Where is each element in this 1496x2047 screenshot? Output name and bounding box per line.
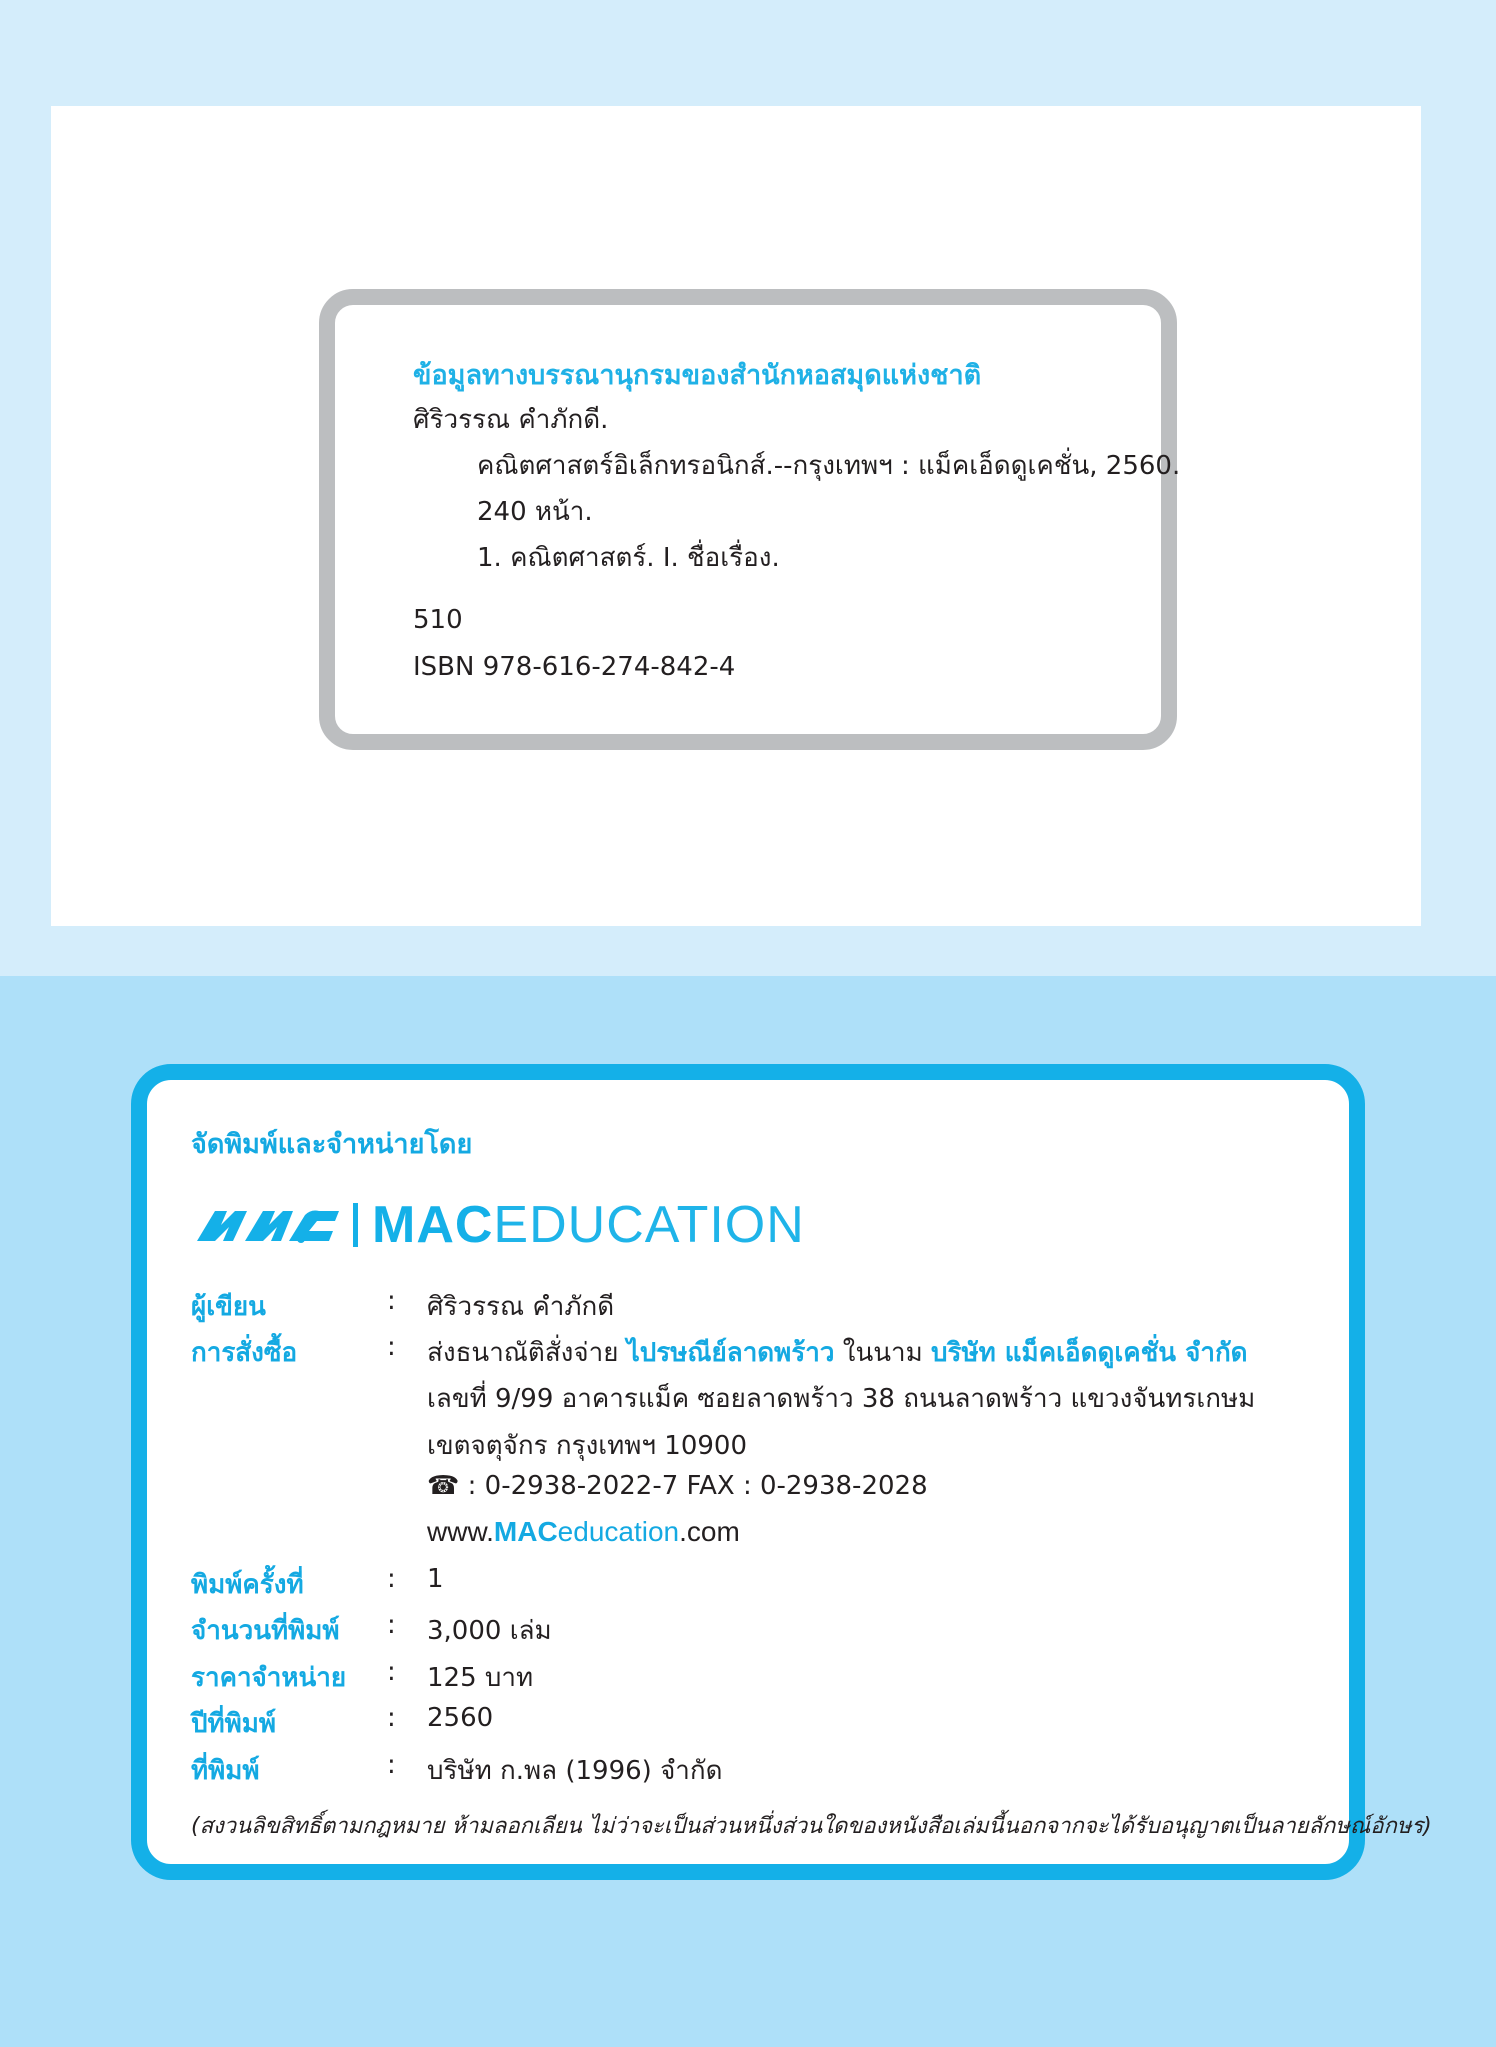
printer-colon: : — [387, 1750, 396, 1780]
order-company: บริษัท แม็คเอ็ดดูเคชั่น จำกัด — [931, 1338, 1248, 1368]
cip-pages: 240 หน้า. — [477, 497, 593, 527]
edition-value: 1 — [427, 1564, 444, 1594]
edition-colon: : — [387, 1564, 396, 1594]
year-value: 2560 — [427, 1703, 494, 1733]
mac-logo-icon — [193, 1201, 343, 1249]
author-value: ศิริวรรณ คำภักดี — [427, 1292, 615, 1322]
order-value — [427, 1332, 1248, 1373]
cip-book-line: คณิตศาสตร์อิเล็กทรอนิกส์.--กรุงเทพฯ : แม็คเอ็ดดูเคชั่น, 2560. — [477, 451, 1181, 481]
logo-divider — [353, 1203, 358, 1247]
price-colon: : — [387, 1657, 396, 1687]
order-post-office: ไปรษณีย์ลาดพร้าว — [626, 1338, 835, 1368]
order-mid: ในนาม — [842, 1338, 923, 1368]
copies-label: จำนวนที่พิมพ์ — [191, 1616, 340, 1646]
order-label: การสั่งซื้อ — [191, 1338, 298, 1368]
printer-value: บริษัท ก.พล (1996) จำกัด — [427, 1756, 723, 1786]
telephone-icon: ☎ — [427, 1471, 460, 1501]
price-label: ราคาจำหน่าย — [191, 1663, 347, 1693]
author-label: ผู้เขียน — [191, 1292, 266, 1322]
cip-title: ข้อมูลทางบรรณานุกรมของสำนักหอสมุดแห่งชาติ — [413, 360, 982, 391]
address-line-1: เลขที่ 9/99 อาคารแม็ค ซอยลาดพร้าว 38 ถนนลาดพร้าว แขวงจันทรเกษม — [427, 1384, 1256, 1414]
logo-wordmark — [372, 1196, 805, 1254]
year-label: ปีที่พิมพ์ — [191, 1709, 277, 1739]
web-education: education — [557, 1516, 680, 1547]
copies-value: 3,000 เล่ม — [427, 1616, 552, 1646]
cip-subject: 1. คณิตศาสตร์. I. ชื่อเรื่อง. — [477, 543, 780, 573]
publisher-box — [131, 1064, 1432, 1880]
web-prefix: www. — [427, 1516, 494, 1547]
logo-text-mac: MAC — [372, 1196, 494, 1254]
author-colon: : — [387, 1286, 396, 1316]
price-value: 125 บาท — [427, 1663, 534, 1693]
edition-label: พิมพ์ครั้งที่ — [191, 1570, 304, 1600]
address-line-2: เขตจตุจักร กรุงเทพฯ 10900 — [427, 1431, 748, 1461]
order-prefix: ส่งธนาณัติสั่งจ่าย — [427, 1338, 619, 1368]
cip-isbn: ISBN 978-616-274-842-4 — [413, 652, 736, 682]
publisher-title: จัดพิมพ์และจำหน่ายโดย — [191, 1129, 473, 1160]
order-colon: : — [387, 1332, 396, 1362]
cip-class-number: 510 — [413, 605, 463, 635]
web-mac: MAC — [493, 1516, 558, 1547]
website-link[interactable] — [427, 1516, 740, 1548]
web-suffix: .com — [679, 1516, 740, 1547]
cip-box — [319, 289, 1181, 750]
phone-number: : 0-2938-2022-7 FAX : 0-2938-2028 — [467, 1471, 928, 1501]
phone-line — [427, 1471, 928, 1501]
mac-education-logo — [193, 1190, 805, 1260]
copies-colon: : — [387, 1610, 396, 1640]
logo-text-education: EDUCATION — [493, 1196, 805, 1254]
printer-label: ที่พิมพ์ — [191, 1756, 260, 1786]
year-colon: : — [387, 1703, 396, 1733]
copyright-note: (สงวนลิขสิทธิ์ตามกฎหมาย ห้ามลอกเลียน ไม่ว่าจะเป็นส่วนหนึ่งส่วนใดของหนังสือเล่มนี้นอกจากจะได้รับอนุญาตเป็นลายลักษณ์อักษร) — [191, 1814, 1432, 1839]
cip-author: ศิริวรรณ คำภักดี. — [413, 405, 609, 435]
